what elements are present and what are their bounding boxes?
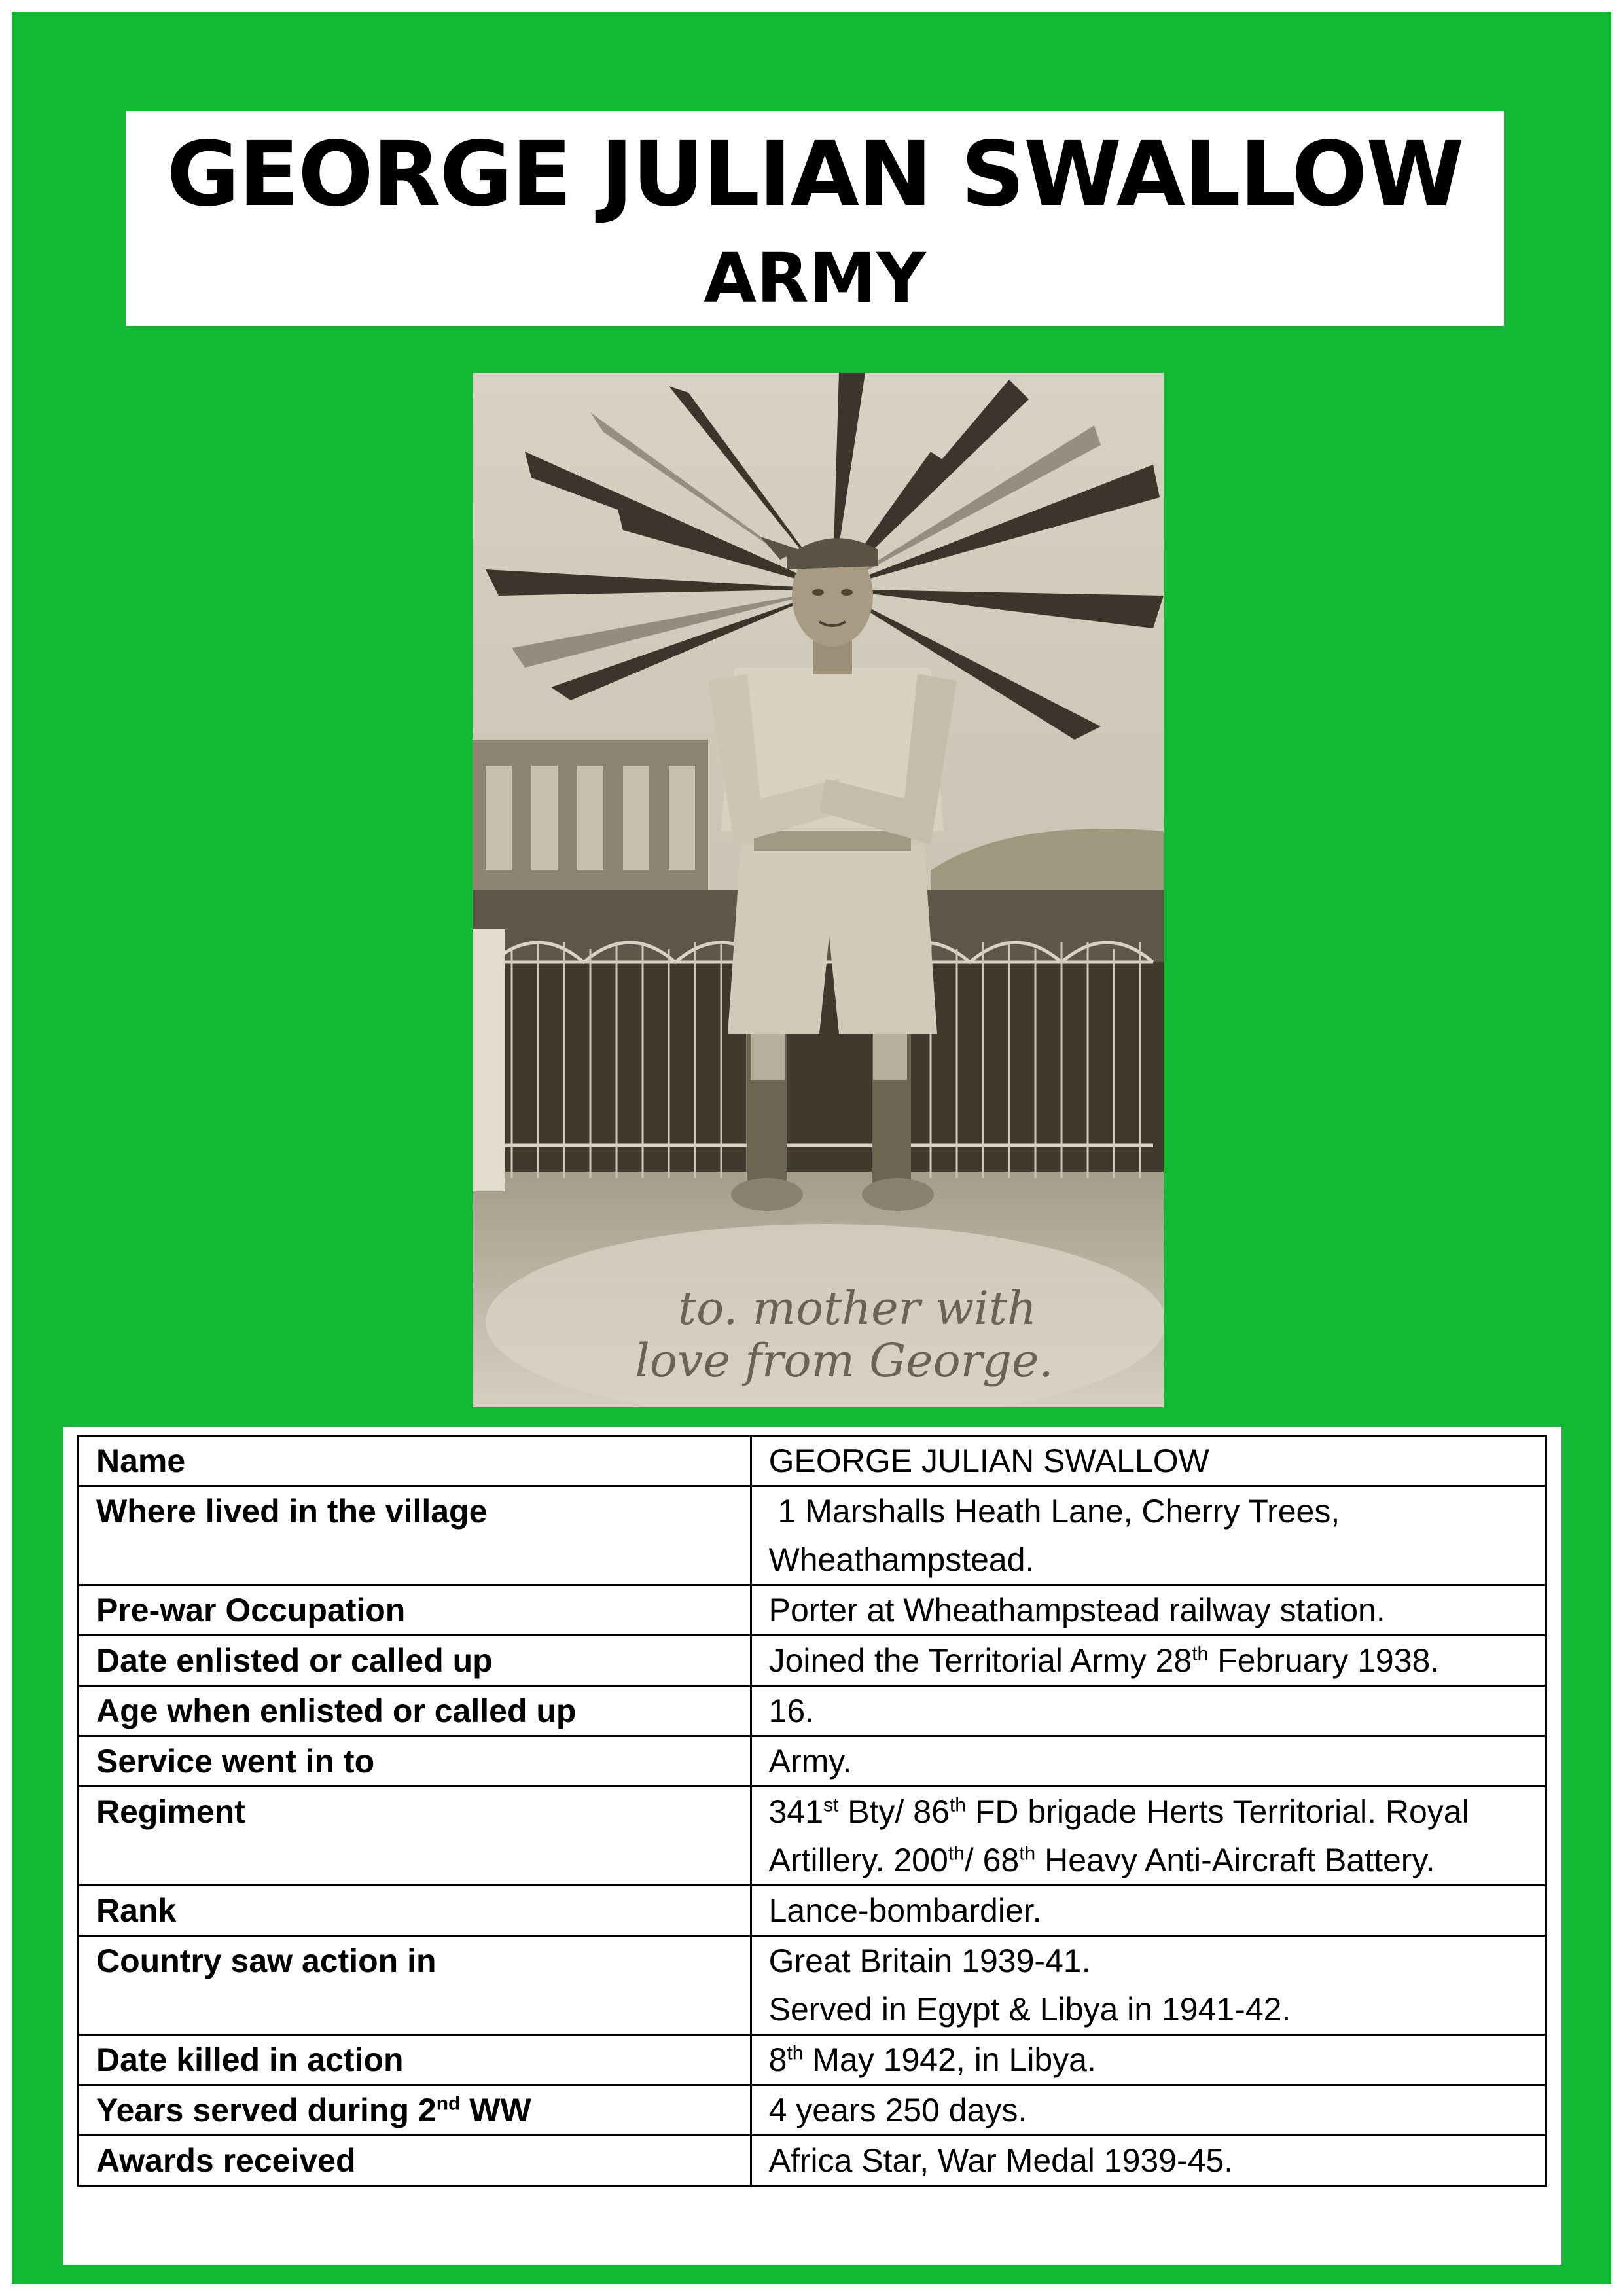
table-row <box>79 1486 1546 1585</box>
row-value-rank: Lance-bombardier. <box>751 1886 1546 1936</box>
row-value-awards: Africa Star, War Medal 1939-45. <box>751 2136 1546 2186</box>
row-label-name: Name <box>79 1436 751 1486</box>
row-label-date-enlisted: Date enlisted or called up <box>79 1636 751 1686</box>
row-label-awards: Awards received <box>79 2136 751 2186</box>
table-row <box>79 2085 1546 2136</box>
row-label-residence: Where lived in the village <box>79 1486 751 1585</box>
row-label-service: Service went in to <box>79 1736 751 1787</box>
table-row <box>79 1736 1546 1787</box>
row-label-occupation: Pre-war Occupation <box>79 1585 751 1636</box>
row-label-date-killed: Date killed in action <box>79 2035 751 2085</box>
table-row <box>79 2136 1546 2186</box>
table-row <box>79 1585 1546 1636</box>
row-value-name: GEORGE JULIAN SWALLOW <box>751 1436 1546 1486</box>
row-label-regiment: Regiment <box>79 1787 751 1886</box>
table-row <box>79 1886 1546 1936</box>
photo-inscription-line1: to. mother with <box>678 1282 1037 1335</box>
title-banner <box>126 111 1504 326</box>
table-row <box>79 1436 1546 1486</box>
table-row <box>79 1936 1546 2035</box>
row-value-date-enlisted: Joined the Territorial Army 28th February 1938. <box>751 1636 1546 1686</box>
service-record-panel <box>63 1427 1561 2265</box>
photo-inscription-line2: love from George. <box>635 1334 1054 1388</box>
person-name-heading: GEORGE JULIAN SWALLOW <box>166 123 1463 226</box>
row-value-occupation: Porter at Wheathampstead railway station. <box>751 1585 1546 1636</box>
service-branch-heading: ARMY <box>704 238 926 318</box>
row-label-years-served: Years served during 2nd WW <box>79 2085 751 2136</box>
table-row <box>79 1787 1546 1886</box>
table-row <box>79 2035 1546 2085</box>
row-label-rank: Rank <box>79 1886 751 1936</box>
row-value-date-killed: 8th May 1942, in Libya. <box>751 2035 1546 2085</box>
soldier-portrait-photo <box>473 373 1164 1407</box>
service-record-table <box>77 1435 1547 2187</box>
row-label-country-action: Country saw action in <box>79 1936 751 2035</box>
row-value-country-action: Great Britain 1939-41. Served in Egypt & Libya in 1941-42. <box>751 1936 1546 2035</box>
row-value-age: 16. <box>751 1686 1546 1736</box>
poster-background <box>12 12 1611 2284</box>
row-value-years-served: 4 years 250 days. <box>751 2085 1546 2136</box>
row-value-regiment: 341st Bty/ 86th FD brigade Herts Territorial. Royal Artillery. 200th/ 68th Heavy Anti-Aircraft Battery. <box>751 1787 1546 1886</box>
row-value-service: Army. <box>751 1736 1546 1787</box>
table-row <box>79 1636 1546 1686</box>
table-row <box>79 1686 1546 1736</box>
row-label-age: Age when enlisted or called up <box>79 1686 751 1736</box>
row-value-residence: 1 Marshalls Heath Lane, Cherry Trees, Wheathampstead. <box>751 1486 1546 1585</box>
